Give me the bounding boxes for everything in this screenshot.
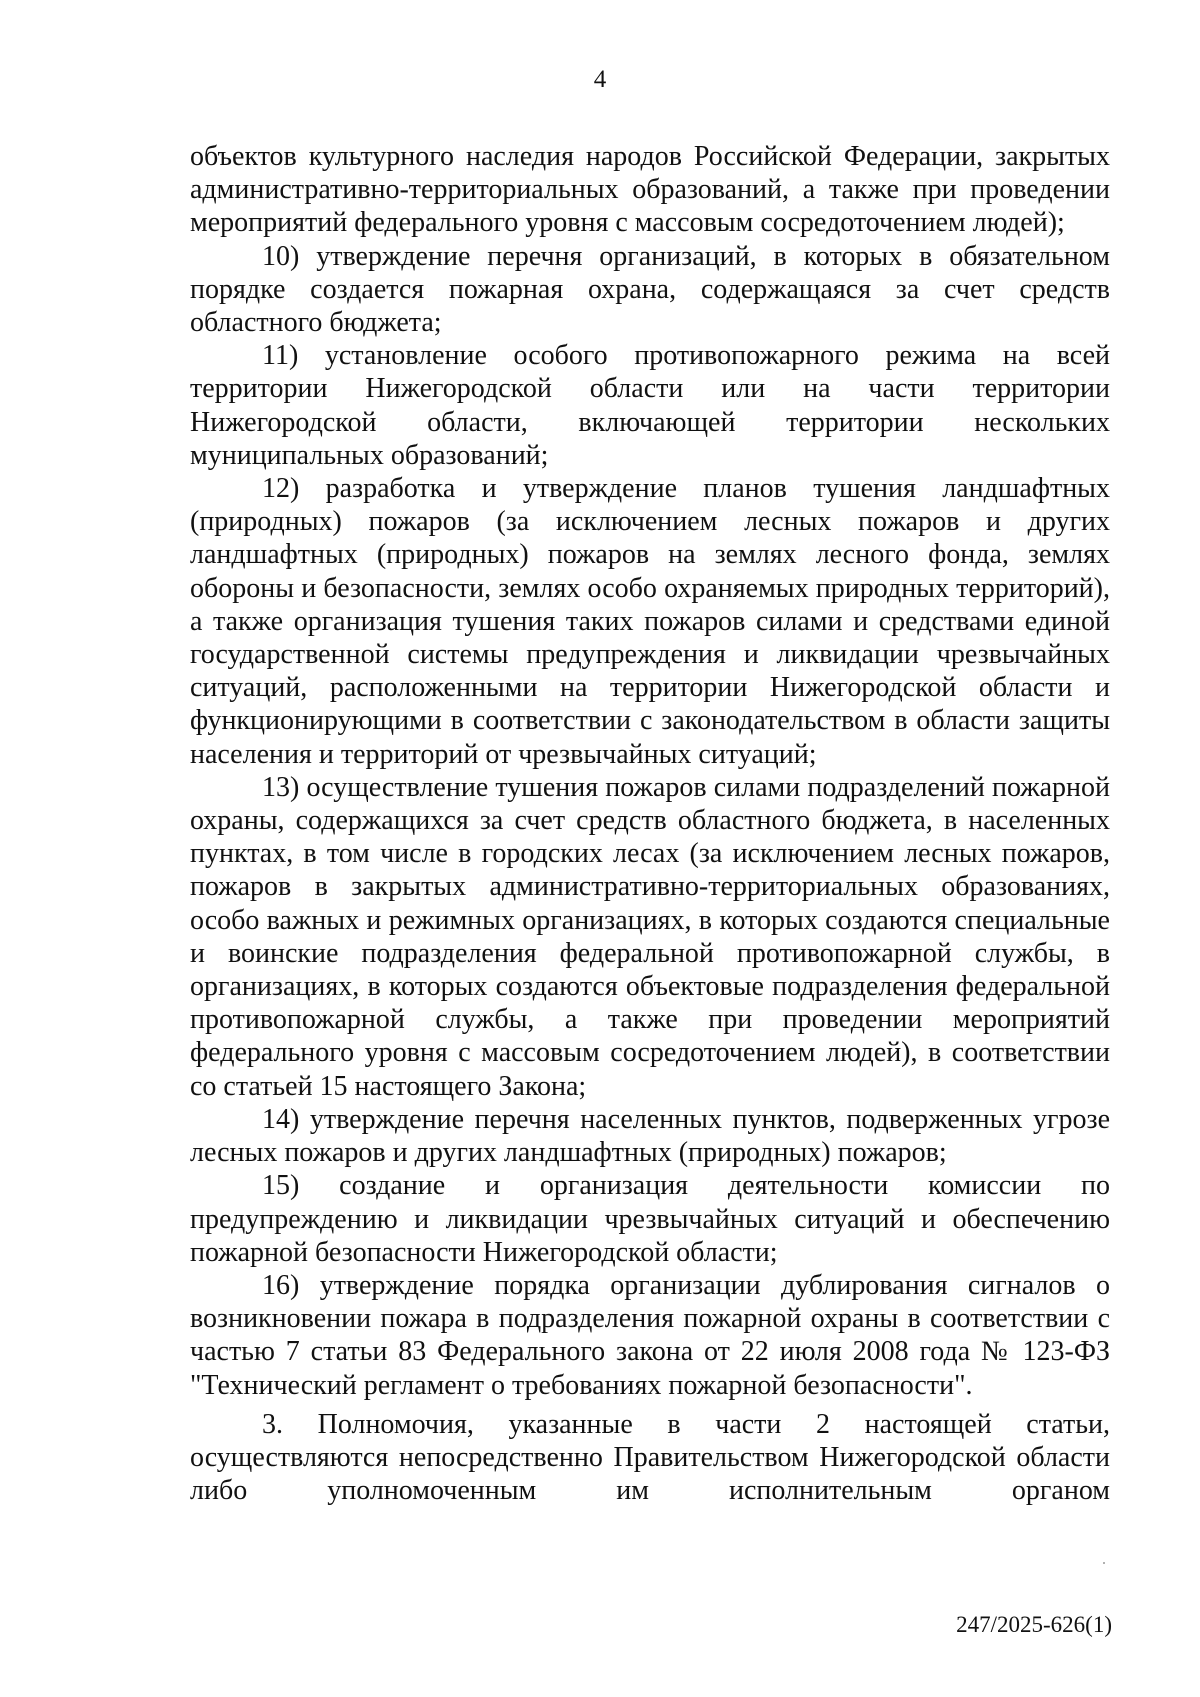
page-number: 4 <box>593 66 607 93</box>
document-body <box>190 140 1110 1507</box>
list-item-13: 13) осуществление тушения пожаров силами подразделений пожарной охраны, содержащихся за счет средств областного бюджета, в населенных пунктах, в том числе в городских лесах (за исключением лесных пожаров, пожаров в закрытых административно-территориальных образованиях, особо важных и режимных организациях, в которых создаются специальные и воинские подразделения федеральной противопожарной службы, в организациях, в которых создаются объектовые подразделения федеральной противопожарной службы, а также при проведении мероприятий федерального уровня с массовым сосредоточением людей), в соответствии со статьей 15 настоящего Закона; <box>190 771 1110 1102</box>
list-item-15: 15) создание и организация деятельности комиссии по предупреждению и ликвидации чрезвычайных ситуаций и обеспечению пожарной безопасности Нижегородской области; <box>190 1170 1110 1268</box>
list-item-11: 11) установление особого противопожарного режима на всей территории Нижегородской области или на части территории Нижегородской области, включающей территории нескольких муниципальных образований; <box>190 340 1110 471</box>
scan-artifact <box>1103 1562 1105 1564</box>
document-id: 247/2025-626(1) <box>956 1612 1112 1637</box>
list-item-12: 12) разработка и утверждение планов тушения ландшафтных (природных) пожаров (за исключением лесных пожаров и других ландшафтных (природных) пожаров на землях лесного фонда, землях обороны и безопасности, землях особо охраняемых природных территорий), а также организация тушения таких пожаров силами и средствами единой государственной системы предупреждения и ликвидации чрезвычайных ситуаций, расположенными на территории Нижегородской области и функционирующими в соответствии с законодательством в области защиты населения и территорий от чрезвычайных ситуаций; <box>190 473 1110 770</box>
part-3-paragraph: 3. Полномочия, указанные в части 2 настоящей статьи, осуществляются непосредственно Правительством Нижегородской области либо уполномоченным им исполнительным органом <box>190 1408 1110 1507</box>
list-item-14: 14) утверждение перечня населенных пунктов, подверженных угрозе лесных пожаров и других ландшафтных (природных) пожаров; <box>190 1103 1110 1169</box>
list-item-16: 16) утверждение порядка организации дублирования сигналов о возникновении пожара в подразделения пожарной охраны в соответствии с частью 7 статьи 83 Федерального закона от 22 июля 2008 года № 123-ФЗ "Технический регламент о требованиях пожарной безопасности". <box>190 1269 1110 1401</box>
paragraph-continuation: объектов культурного наследия народов Российской Федерации, закрытых административно-территориальных образований, а также при проведении мероприятий федерального уровня с массовым сосредоточением людей); <box>190 141 1110 239</box>
list-item-10: 10) утверждение перечня организаций, в которых в обязательном порядке создается пожарная охрана, содержащаяся за счет средств областного бюджета; <box>190 240 1110 339</box>
